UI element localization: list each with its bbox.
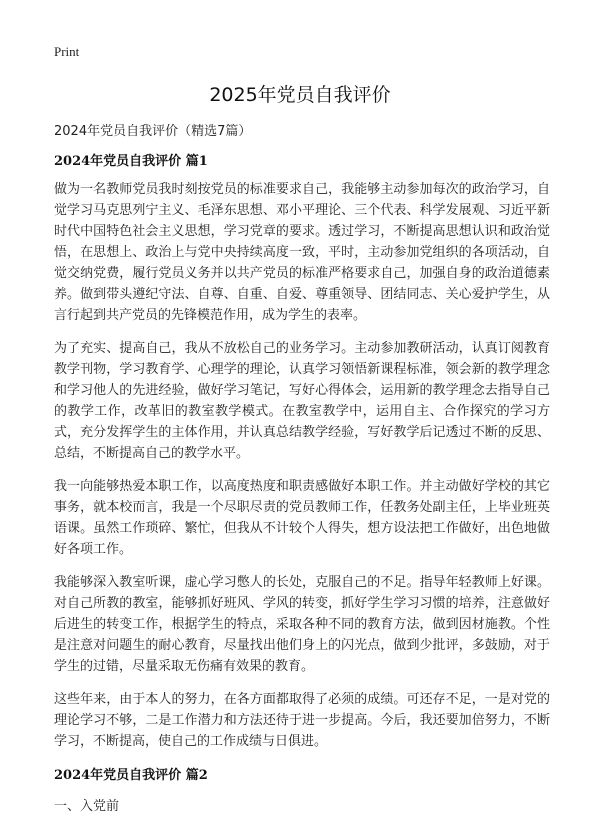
section-heading-1: 2024年党员自我评价 篇1 xyxy=(54,154,208,169)
paragraph-1: 做为一名教师党员我时刻按党员的标准要求自己，我能够主动参加每次的政治学习，自觉学习马克思列宁主义、毛泽东思想、邓小平理论、三个代表、科学发展观、习近平新时代中国特色社会主义思想，学习党章的要求。透过学习，不断提高思想认识和政治觉悟，在思想上、政治上与党中央持续高度一致，平时，主动参加党组织的各项活动，自觉交纳党费，履行党员义务并以共产党员的标准严格要求自己，加强自身的政治道德素养。做到带头遵纪守法、自尊、自重、自爱、尊重领导、团结同志、关心爱护学生，从言行起到共产党员的先锋模范作用，成为学生的表率。 xyxy=(54,182,550,323)
article-body xyxy=(54,150,550,814)
print-link[interactable]: Print xyxy=(54,44,80,59)
page-subtitle: 2024年党员自我评价（精选7篇） xyxy=(54,124,252,139)
paragraph-2: 为了充实、提高自己，我从不放松自己的业务学习。主动参加教研活动，认真订阅教育教学刊物，学习教育学、心理学的理论，认真学习领悟新课程标准，领会新的教学理念和学习他人的先进经验，做好学习笔记，写好心得体会，运用新的教学理念去指导自己的教学工作，改革旧的教室教学模式。在教室教学中，运用自主、合作探究的学习方式，充分发挥学生的主体作用，并认真总结教学经验，写好教学后记透过不断的反思、总结，不断提高自己的教学水平。 xyxy=(54,341,550,461)
paragraph-4: 我能够深入教室听课，虚心学习憋人的长处，克服自己的不足。指导年轻教师上好课。对自己所教的教室，能够抓好班风、学风的转变，抓好学生学习习惯的培养，注意做好后进生的转变工作，根据学生的特点，采取各种不同的教育方法，做到因材施教。个性是注意对问题生的耐心教育，尽量找出他们身上的闪光点，做到少批评，多鼓励，对于学生的过错，尽量采取无伤痛有效果的教育。 xyxy=(54,575,550,674)
sub-heading: 一、入党前 xyxy=(54,799,120,814)
page-title: 2025年党员自我评价 xyxy=(209,84,391,106)
section-heading-2: 2024年党员自我评价 篇2 xyxy=(54,768,208,783)
paragraph-5: 这些年来，由于本人的努力，在各方面都取得了必须的成绩。可还存不足，一是对党的理论学习不够，二是工作潜力和方法还待于进一步提高。今后，我还要加倍努力，不断学习，不断提高，使自己的工作成绩与日俱进。 xyxy=(54,692,550,749)
paragraph-3: 我一向能够热爱本职工作，以高度热度和职责感做好本职工作。并主动做好学校的其它事务，就本校而言，我是一个尽职尽责的党员教师工作，任教务处副主任，上毕业班英语课。虽然工作琐碎、繁忙，但我从不计较个人得失，想方设法把工作做好，出色地做好各项工作。 xyxy=(54,479,550,557)
